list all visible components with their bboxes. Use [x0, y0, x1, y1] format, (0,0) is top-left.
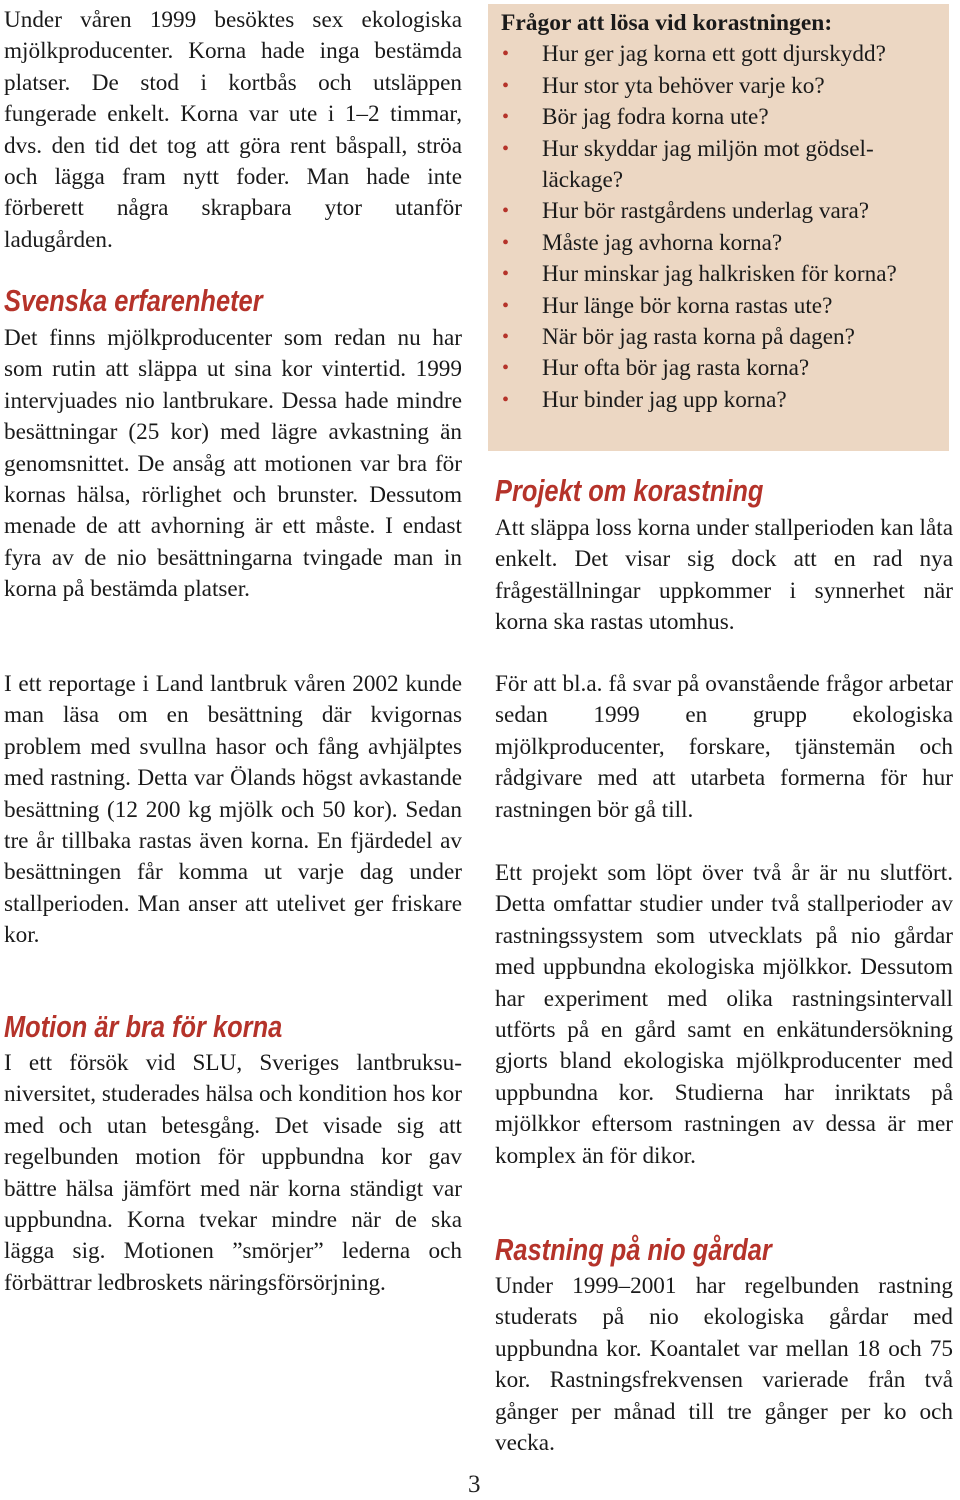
question-text: Hur länge bör korna rastas ute? [542, 292, 833, 319]
question-item [501, 291, 941, 322]
question-text: Hur ger jag korna ett gott djurskydd? [542, 41, 886, 68]
question-item [501, 228, 941, 259]
bullet-icon: • [502, 137, 510, 160]
question-text: Hur ofta bör jag rasta korna? [542, 355, 810, 382]
question-item [501, 196, 941, 227]
page-number: 3 [468, 1471, 481, 1498]
heading-exercise: Motion är bra för korna [4, 1009, 283, 1044]
questions-list [501, 39, 941, 416]
question-item [501, 385, 941, 416]
nine-farms-paragraph: Under 1999–2001 har regelbunden rastning studerats på nio ekologiska gårdar med uppbundna kor. Koantalet var mellan 18 och 75 kor. Rastningsfrekvensen varierade från två gånger per månad till tre gånger per ko och vecka. [495, 1273, 953, 1457]
bullet-icon: • [502, 388, 510, 411]
report-paragraph: I ett reportage i Land lantbruk våren 2002 kunde man läsa om en besättning där kvigornas problem med svullna hasor och fång avhjälptes med rastning. Detta var Ölands högst avkastande besättning (12 200 kg mjölk och 50 kor). Sedan tre år tillbaka rastas även korna. En fjärdedel av besättningen får komma ut varje dag under stallperioden. Man anser att utelivet ger friskare kor. [4, 671, 462, 949]
bullet-icon: • [502, 357, 510, 380]
question-item [501, 259, 941, 290]
bullet-icon: • [502, 106, 510, 129]
bullet-icon: • [502, 263, 510, 286]
question-item [501, 71, 941, 102]
question-item [501, 353, 941, 384]
bullet-icon: • [502, 231, 510, 254]
question-text: Hur bör rastgårdens underlag vara? [542, 198, 870, 225]
heading-swedish-experience: Svenska erfarenheter [4, 283, 263, 318]
question-text: Hur skyddar jag miljön mot gödselläckage? [542, 135, 874, 194]
heading-nine-farms: Rastning på nio gårdar [495, 1232, 772, 1267]
question-item [501, 102, 941, 133]
question-text: När bör jag rasta korna på dagen? [542, 324, 855, 351]
swedish-experience-paragraph: Det finns mjölkproducenter som redan nu har som rutin att släppa ut sina kor vintertid. 1999 intervjuades nio lantbrukare. Dessa hade mindre besättningar (25 kor) med lägre avkastning än genomsnittet. De ansåg att motionen var bra för kornas hälsa, rörlighet och brunster. Dessutom menade de att avhorning är ett måste. I endast fyra av de nio besättningarna tvingade man in korna på bestämda platser. [4, 325, 462, 603]
group-paragraph: För att bl.a. få svar på ovanstående frågor arbetar sedan 1999 en grupp ekologiska mjölkproducenter, forskare, tjänstemän och rådgivare med att utarbeta formerna för hur rastningen bör gå till. [495, 671, 953, 823]
question-item [501, 39, 941, 70]
question-text: Hur stor yta behöver varje ko? [542, 72, 825, 99]
question-text: Hur binder jag upp korna? [542, 386, 787, 413]
bullet-icon: • [502, 200, 510, 223]
exercise-paragraph: I ett försök vid SLU, Sveriges lantbruksuniversitet, studerades hälsa och kondition hos kor med och utan betesgång. Det visade sig att regelbunden motion för uppbundna kor gav bättre hälsa jämfört med när korna ständigt var uppbundna. Korna tvekar mindre när de ska lägga sig. Motionen ”smörjer” lederna och förbättrar ledbroskets näringsförsörjning. [4, 1050, 462, 1296]
project-detail-paragraph: Ett projekt som löpt över två år är nu slutfört. Detta omfattar studier under två stallperioder av rastningssystem som utvecklats på nio gårdar med uppbundna ekologiska mjölkkor. Dessutom har experiment med olika rastningsintervall utförts på en gård samt en enkätundersökning gjorts bland ekologiska mjölkproducenter med uppbundna kor. Studierna har inriktats på mjölkkor eftersom rastningen av dessa är mer komplex än för dikor. [495, 860, 953, 1169]
project-paragraph: Att släppa loss korna under stallperioden kan låta enkelt. Det visar sig dock att en rad nya frågeställningar uppkommer i synnerhet när korna ska rastas utomhus. [495, 515, 953, 636]
questions-box [488, 4, 949, 451]
question-text: Hur minskar jag halkrisken för korna? [542, 261, 897, 288]
bullet-icon: • [502, 294, 510, 317]
question-text: Bör jag fodra korna ute? [542, 104, 769, 131]
heading-project: Projekt om korastning [495, 473, 764, 508]
question-item [501, 322, 941, 353]
questions-box-title: Frågor att lösa vid korastningen: [501, 10, 833, 36]
bullet-icon: • [502, 326, 510, 349]
bullet-icon: • [502, 43, 510, 66]
question-item [501, 134, 941, 197]
bullet-icon: • [502, 74, 510, 97]
intro-paragraph: Under våren 1999 besöktes sex ekologiska mjölkproducenter. Korna hade inga bestämda platser. De stod i kortbås och utsläppen fungerade enkelt. Korna var ute i 1–2 timmar, dvs. den tid det tog att göra rent båspall, ströa och lägga fram nytt foder. Man hade inte förberett några skrapbara ytor utanför ladugården. [4, 7, 462, 253]
question-text: Måste jag avhorna korna? [542, 229, 783, 256]
